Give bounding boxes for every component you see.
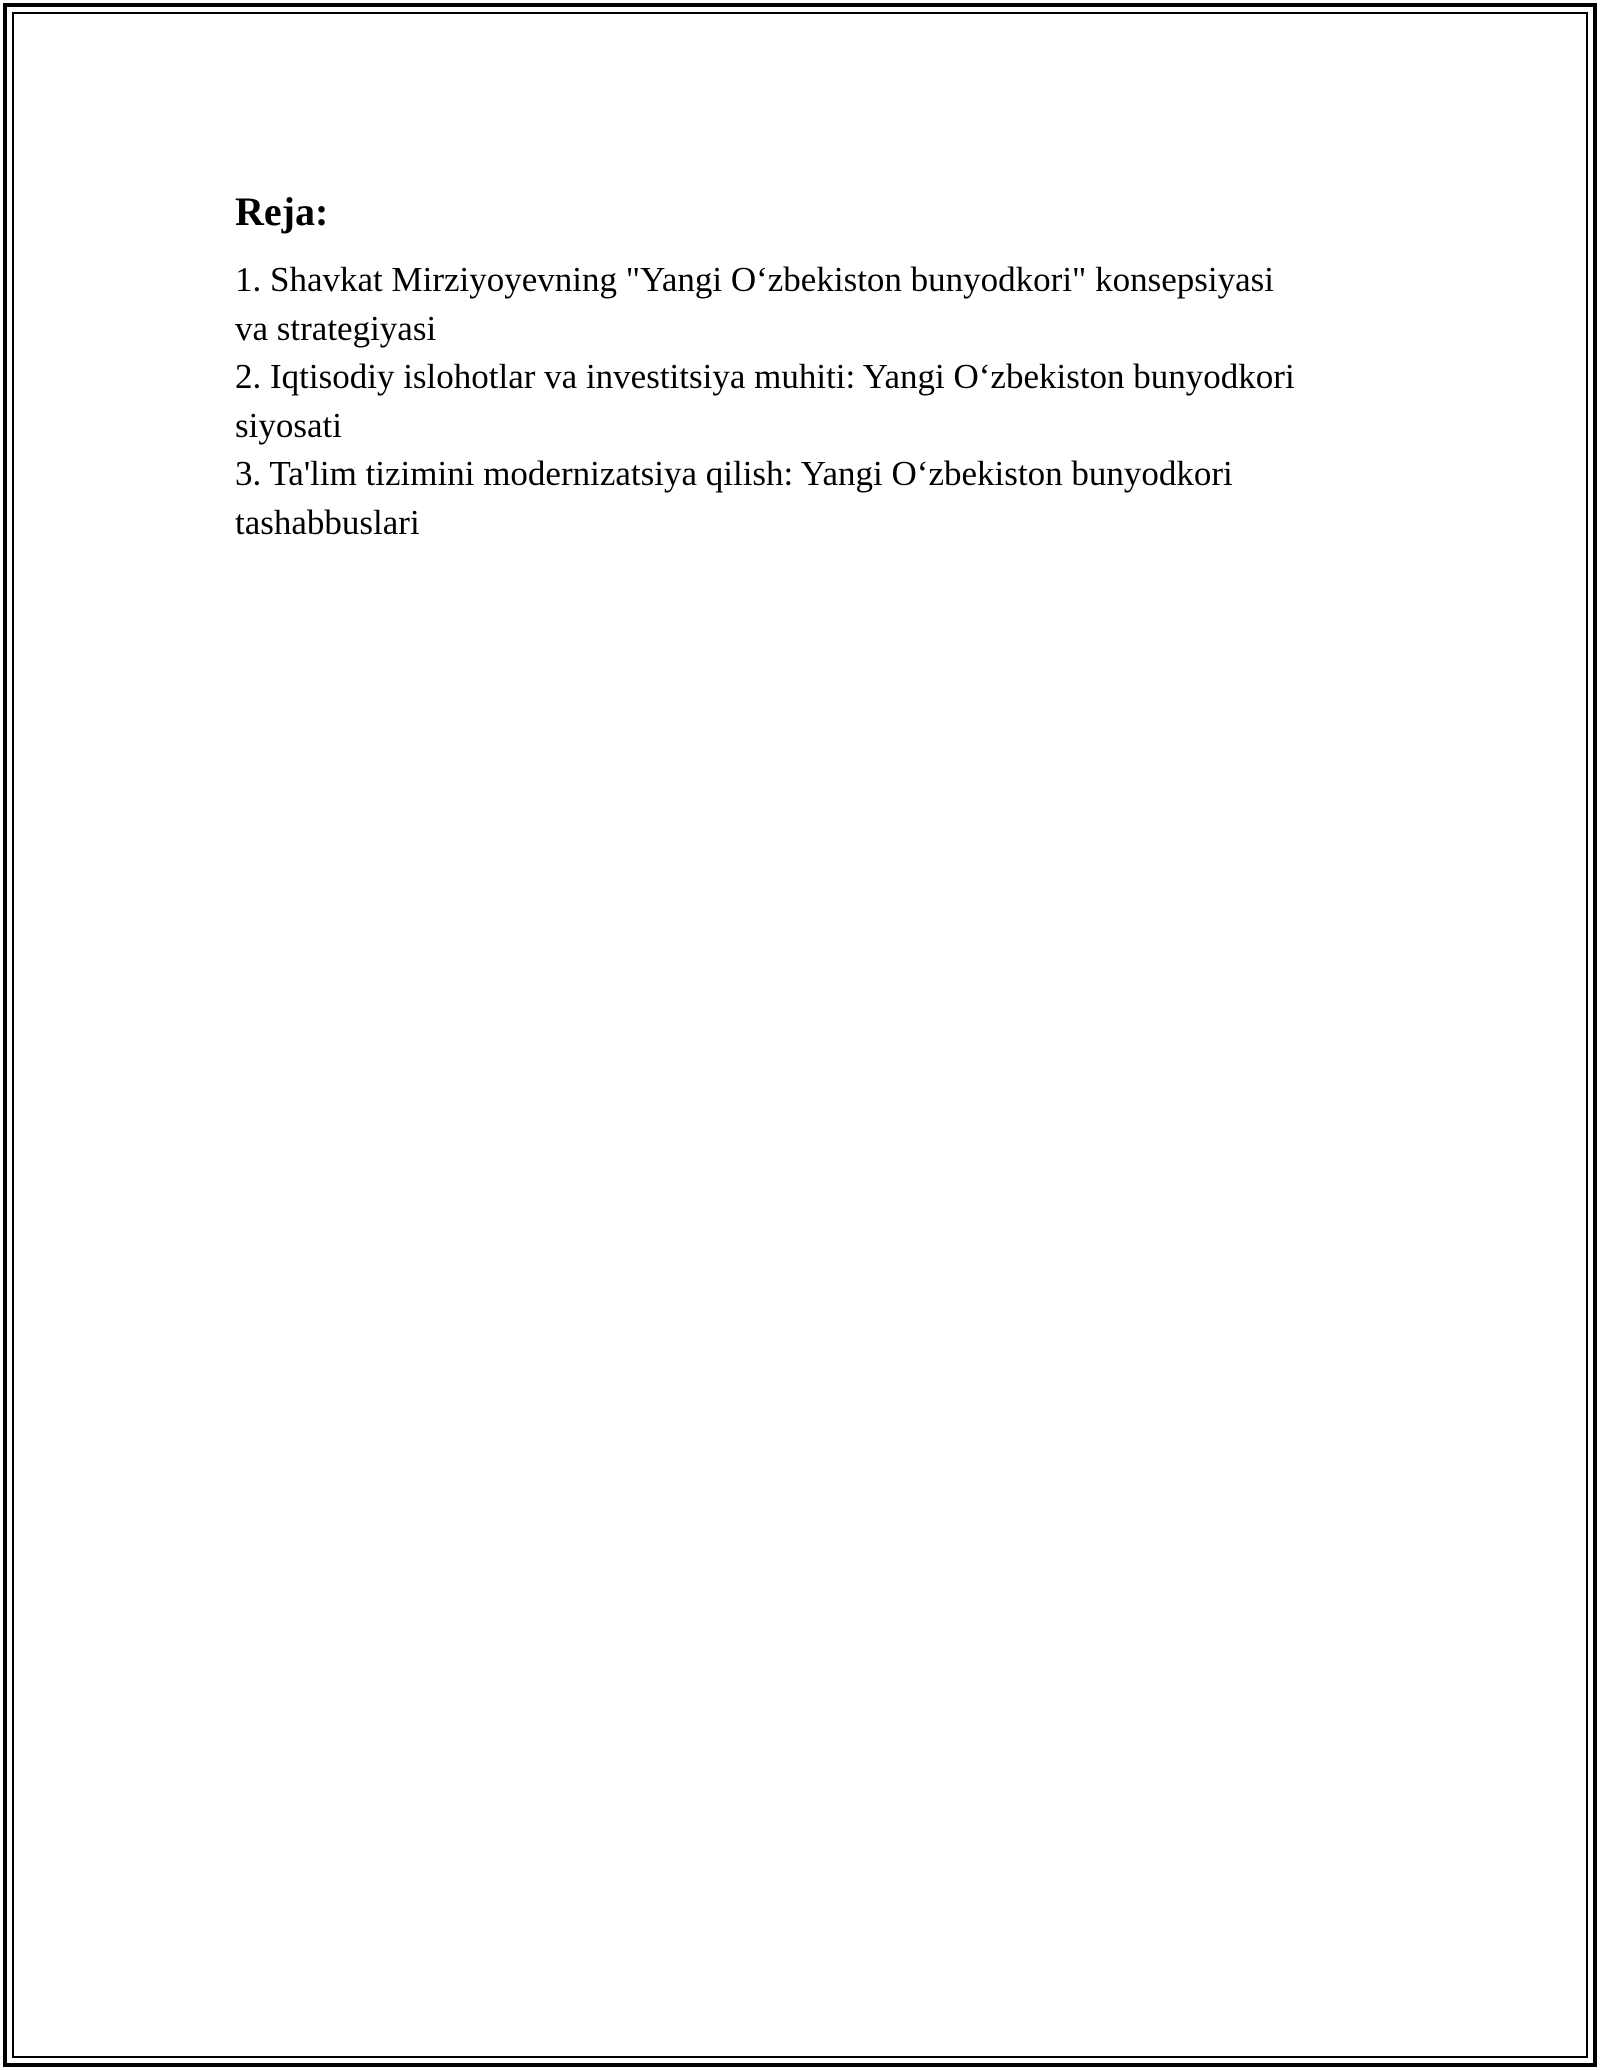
plan-item-1-line-2: va strategiyasi xyxy=(235,308,437,348)
plan-item-2-line-1: 2. Iqtisodiy islohotlar va investitsiya muhiti: Yangi O‘zbekiston bunyodkori xyxy=(235,357,1295,396)
plan-item-2 xyxy=(235,353,1365,450)
plan-item-1-line-1: 1. Shavkat Mirziyoyevning "Yangi O‘zbekiston bunyodkori" konsepsiyasi xyxy=(235,260,1274,299)
plan-item-3-line-1: 3. Ta'lim tizimini modernizatsiya qilish: Yangi O‘zbekiston bunyodkori xyxy=(235,454,1233,493)
plan-item-2-line-2: siyosati xyxy=(235,405,342,445)
plan-item-3-line-2: tashabbuslari xyxy=(235,502,420,542)
plan-item-1 xyxy=(235,256,1365,353)
plan-item-3 xyxy=(235,450,1365,547)
plan-list xyxy=(235,256,1365,547)
document-content xyxy=(235,182,1365,547)
page-title: Reja: xyxy=(235,189,329,234)
